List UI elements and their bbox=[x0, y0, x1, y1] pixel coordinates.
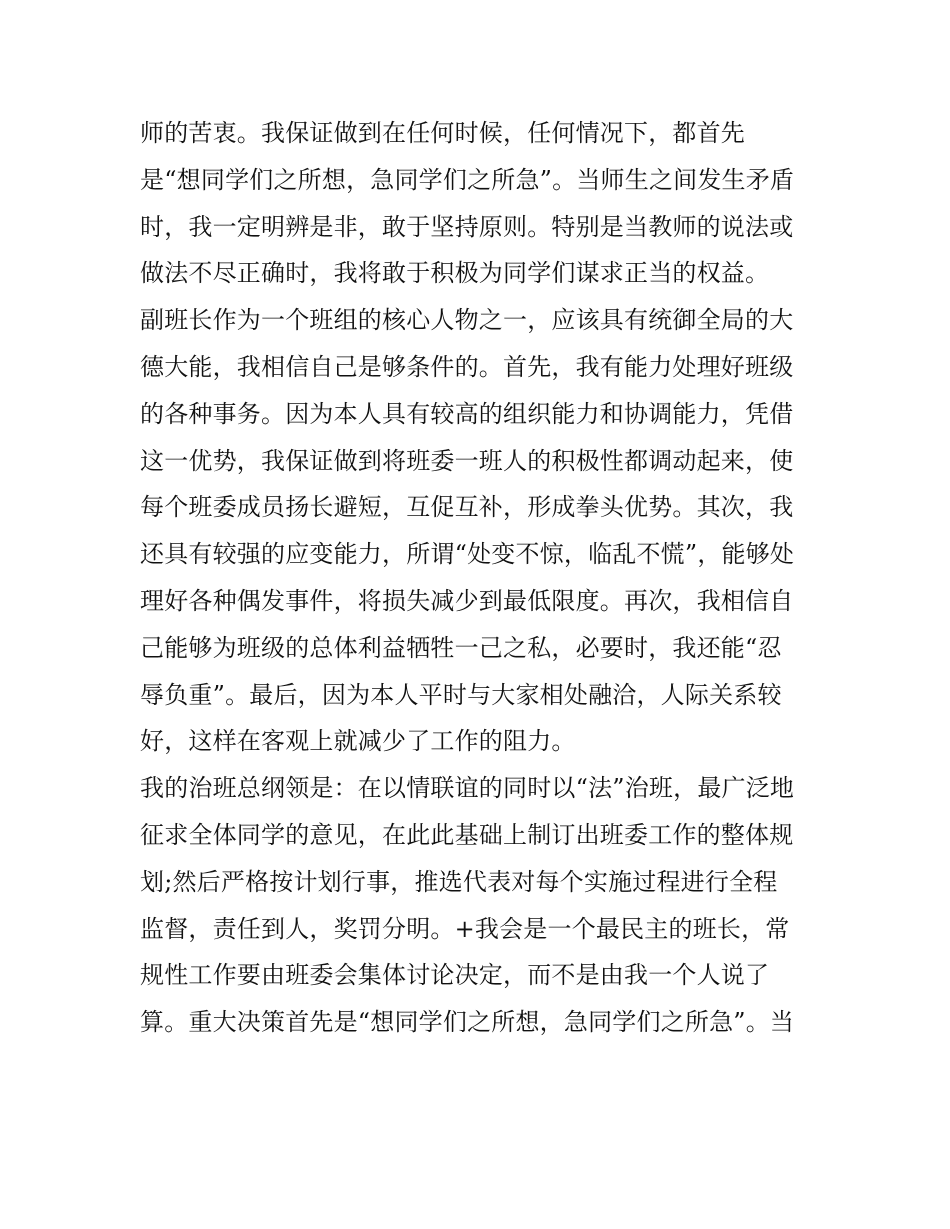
text-line: 监督，责任到人，奖罚分明。+我会是一个最民主的班长，常 bbox=[140, 914, 790, 943]
text-line: 还具有较强的应变能力，所谓“处变不惊，临乱不慌”，能够处 bbox=[140, 540, 795, 569]
text-line: 每个班委成员扬长避短，互促互补，形成拳头优势。其次，我 bbox=[140, 493, 794, 522]
text-line: 是“想同学们之所想，急同学们之所急”。当师生之间发生矛盾 bbox=[140, 165, 795, 194]
text-line: 好，这样在客观上就减少了工作的阻力。 bbox=[140, 727, 576, 756]
text-line: 算。重大决策首先是“想同学们之所想，急同学们之所急”。当 bbox=[140, 1008, 795, 1037]
text-line: 时，我一定明辨是非，敢于坚持原则。特别是当教师的说法或 bbox=[140, 212, 794, 241]
body-text bbox=[140, 110, 820, 1046]
text-line: 师的苦衷。我保证做到在任何时候，任何情况下，都首先 bbox=[140, 119, 745, 147]
text-line: 己能够为班级的总体利益牺牲一己之私，必要时，我还能“忍 bbox=[140, 633, 782, 662]
text-line: 辱负重”。最后，因为本人平时与大家相处融洽，人际关系较 bbox=[140, 680, 782, 709]
text-line: 副班长作为一个班组的核心人物之一，应该具有统御全局的大 bbox=[140, 306, 794, 335]
text-line: 划;然后严格按计划行事，推选代表对每个实施过程进行全程 bbox=[140, 867, 778, 896]
text-line: 德大能，我相信自己是够条件的。首先，我有能力处理好班级 bbox=[140, 352, 794, 381]
text-line: 征求全体同学的意见，在此此基础上制订出班委工作的整体规 bbox=[140, 820, 794, 849]
text-line: 理好各种偶发事件，将损失减少到最低限度。再次，我相信自 bbox=[140, 586, 794, 615]
text-line: 的各种事务。因为本人具有较高的组织能力和协调能力，凭借 bbox=[140, 399, 794, 428]
text-line: 规性工作要由班委会集体讨论决定，而不是由我一个人说了 bbox=[140, 961, 770, 990]
text-line: 这一优势，我保证做到将班委一班人的积极性都调动起来，使 bbox=[140, 446, 794, 475]
text-line: 做法不尽正确时，我将敢于积极为同学们谋求正当的权益。 bbox=[140, 259, 770, 288]
text-line: 我的治班总纲领是：在以情联谊的同时以“法”治班，最广泛地 bbox=[140, 774, 795, 803]
